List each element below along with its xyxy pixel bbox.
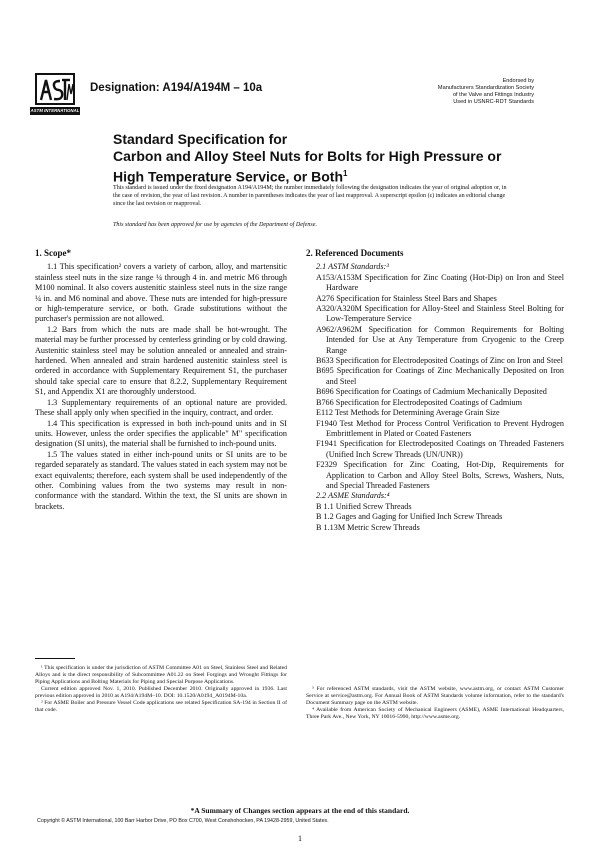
title-line-1: Standard Specification for xyxy=(113,131,288,147)
summary-of-changes-note: *A Summary of Changes section appears at the end of this standard. xyxy=(190,806,410,815)
reference-item: F1941 Specification for Electrodeposited Coatings on Threaded Fasteners (Unified Inch Screw Threads (UN/UNR)) xyxy=(316,439,564,459)
reference-item: E112 Test Methods for Determining Average Grain Size xyxy=(316,408,500,418)
title-footnote-mark: 1 xyxy=(343,169,348,178)
reference-item: B 1.1 Unified Screw Threads xyxy=(316,501,412,511)
astm-standards-label: 2.1 ASTM Standards:³ xyxy=(316,262,389,272)
footnote: ⁴ Available from American Society of Mechanical Engineers (ASME), ASME International Headquarters, Three Park Ave., New York, NY 10016-5990, http://www.asme.org. xyxy=(306,707,564,720)
scope-section xyxy=(35,248,287,512)
footnotes-right xyxy=(306,686,564,721)
endorsed-line: of the Valve and Fittings Industry xyxy=(452,92,534,98)
scope-paragraph: 1.3 Supplementary requirements of an optional nature are provided. These shall apply only when specified in the inquiry, contract, and order. xyxy=(35,397,287,418)
footnote: Current edition approved Nov. 1, 2010. Published December 2010. Originally approved in 1936. Last previous edition approved in 2010 as A194/A194M–10. DOI: 10.1520/A0194_A0194M-10a. xyxy=(35,686,287,699)
reference-item: B633 Specification for Electrodeposited Coatings of Zinc on Iron and Steel xyxy=(316,356,563,366)
footnote: ³ For referenced ASTM standards, visit the ASTM website, www.astm.org, or contact ASTM Customer Service at service@astm.org. For Annual Book of ASTM Standards volume information, refer to the standard's Document Summary page on the ASTM website. xyxy=(306,686,564,706)
reference-item: B 1.13M Metric Screw Threads xyxy=(316,522,420,532)
reference-item: A962/A962M Specification for Common Requirements for Bolting Intended for Use at Any Temperature from Cryogenic to the Creep Range xyxy=(316,324,564,355)
reference-item: B695 Specification for Coatings of Zinc Mechanically Deposited on Iron and Steel xyxy=(316,366,564,386)
scope-paragraph: 1.5 The values stated in either inch-pound units or SI units are to be regarded separately as standard. The values stated in each system may not be exact equivalents; therefore, each system shall be used independently of the other. Combining values from the two systems may result in non-conformance with the standard. Within the text, the SI units are shown in brackets. xyxy=(35,449,287,511)
logo-caption: ASTM INTERNATIONAL xyxy=(30,108,80,113)
endorsed-line: Manufacturers Standardization Society xyxy=(437,85,534,91)
reference-item: A276 Specification for Stainless Steel Bars and Shapes xyxy=(316,293,497,303)
footnote: ² For ASME Boiler and Pressure Vessel Code applications see related Specification SA-194 in Section II of that code. xyxy=(35,700,287,713)
astm-logo xyxy=(30,72,80,118)
reference-item: F2329 Specification for Zinc Coating, Hot-Dip, Requirements for Application to Carbon and Alloy Steel Bolts, Screws, Washers, Nuts, and Special Threaded Fasteners xyxy=(316,460,564,490)
reference-item: F1940 Test Method for Process Control Verification to Prevent Hydrogen Embrittlement in Plated or Coated Fasteners xyxy=(316,418,564,438)
reference-item: A153/A153M Specification for Zinc Coating (Hot-Dip) on Iron and Steel Hardware xyxy=(316,272,564,293)
reference-item: B 1.2 Gages and Gaging for Unified Inch Screw Threads xyxy=(316,512,503,522)
footnote-rule xyxy=(35,658,75,659)
referenced-documents-section xyxy=(306,248,564,533)
asme-standards-label: 2.2 ASME Standards:⁴ xyxy=(316,491,390,501)
reference-item: B766 Specification for Electrodeposited Coatings of Cadmium xyxy=(316,397,523,407)
reference-item: B696 Specification for Coatings of Cadmium Mechanically Deposited xyxy=(316,387,547,397)
endorsed-line: Used in USNRC-RDT Standards xyxy=(453,99,534,105)
page-number: 1 xyxy=(298,834,302,843)
endorsed-line: Endorsed by xyxy=(502,78,534,84)
footnote: ¹ This specification is under the jurisdiction of ASTM Committee A01 on Steel, Stainless Steel and Related Alloys and is the direct responsibility of Subcommittee A01.22 on Steel Forgings and Wrought Fittings for Piping Applications and Bolting Materials for Piping and Special Purpose Applications. xyxy=(35,665,287,685)
references-heading: 2. Referenced Documents xyxy=(306,248,404,258)
scope-heading: 1. Scope* xyxy=(35,248,71,258)
reference-item: A320/A320M Specification for Alloy-Steel and Stainless Steel Bolting for Low-Temperature Service xyxy=(316,304,564,324)
copyright-line: Copyright © ASTM International, 100 Barr Harbor Drive, PO Box C700, West Conshohocken, PA 19428-2959, United States. xyxy=(37,818,329,824)
designation: Designation: A194/A194M – 10a xyxy=(90,82,263,94)
scope-paragraph: 1.4 This specification is expressed in both inch-pound units and in SI units. However, unless the order specifies the applicable" M" specification designation (SI units), the material shall be furnished to inch-pound units. xyxy=(35,418,287,449)
scope-paragraph: 1.2 Bars from which the nuts are made shall be hot-wrought. The material may be further processed by centerless grinding or by cold drawing. Austenitic stainless steel may be solution annealed or annealed and strain-hardened. When annealed and strain hardened austenitic stainless steel is ordered in accordance with Supplementary Requirement S1, the purchaser should take special care to ensure that 8.2.2, Supplementary Requirement S1, and Appendix X1 are thoroughly understood. xyxy=(35,324,287,397)
endorsement-note xyxy=(354,78,534,106)
document-title xyxy=(113,131,533,186)
dod-approval-note: This standard has been approved for use by agencies of the Department of Defense. xyxy=(113,222,317,228)
title-line-2: Carbon and Alloy Steel Nuts for Bolts for High Pressure or High Temperature Service, or Both xyxy=(113,148,502,185)
footnotes-left xyxy=(35,646,287,714)
issued-note: This standard is issued under the fixed designation A194/A194M; the number immediately following the designation indicates the year of original adoption or, in the case of revision, the year of last revision. A number in parentheses indicates the year of last reapproval. A superscript epsilon (ε) indicates an editorial change since the last revision or reapproval. xyxy=(113,185,507,207)
scope-paragraph: 1.1 This specification² covers a variety of carbon, alloy, and martensitic stainless steel nuts in the size range ¼ through 4 in. and metric M6 through M100 nominal. It also covers austenitic stainless steel nuts in the size range ¼ in. and M6 nominal and above. These nuts are intended for high-pressure or high-temperature service, or both. Grade substitutions without the purchaser's permission are not allowed. xyxy=(35,262,287,324)
